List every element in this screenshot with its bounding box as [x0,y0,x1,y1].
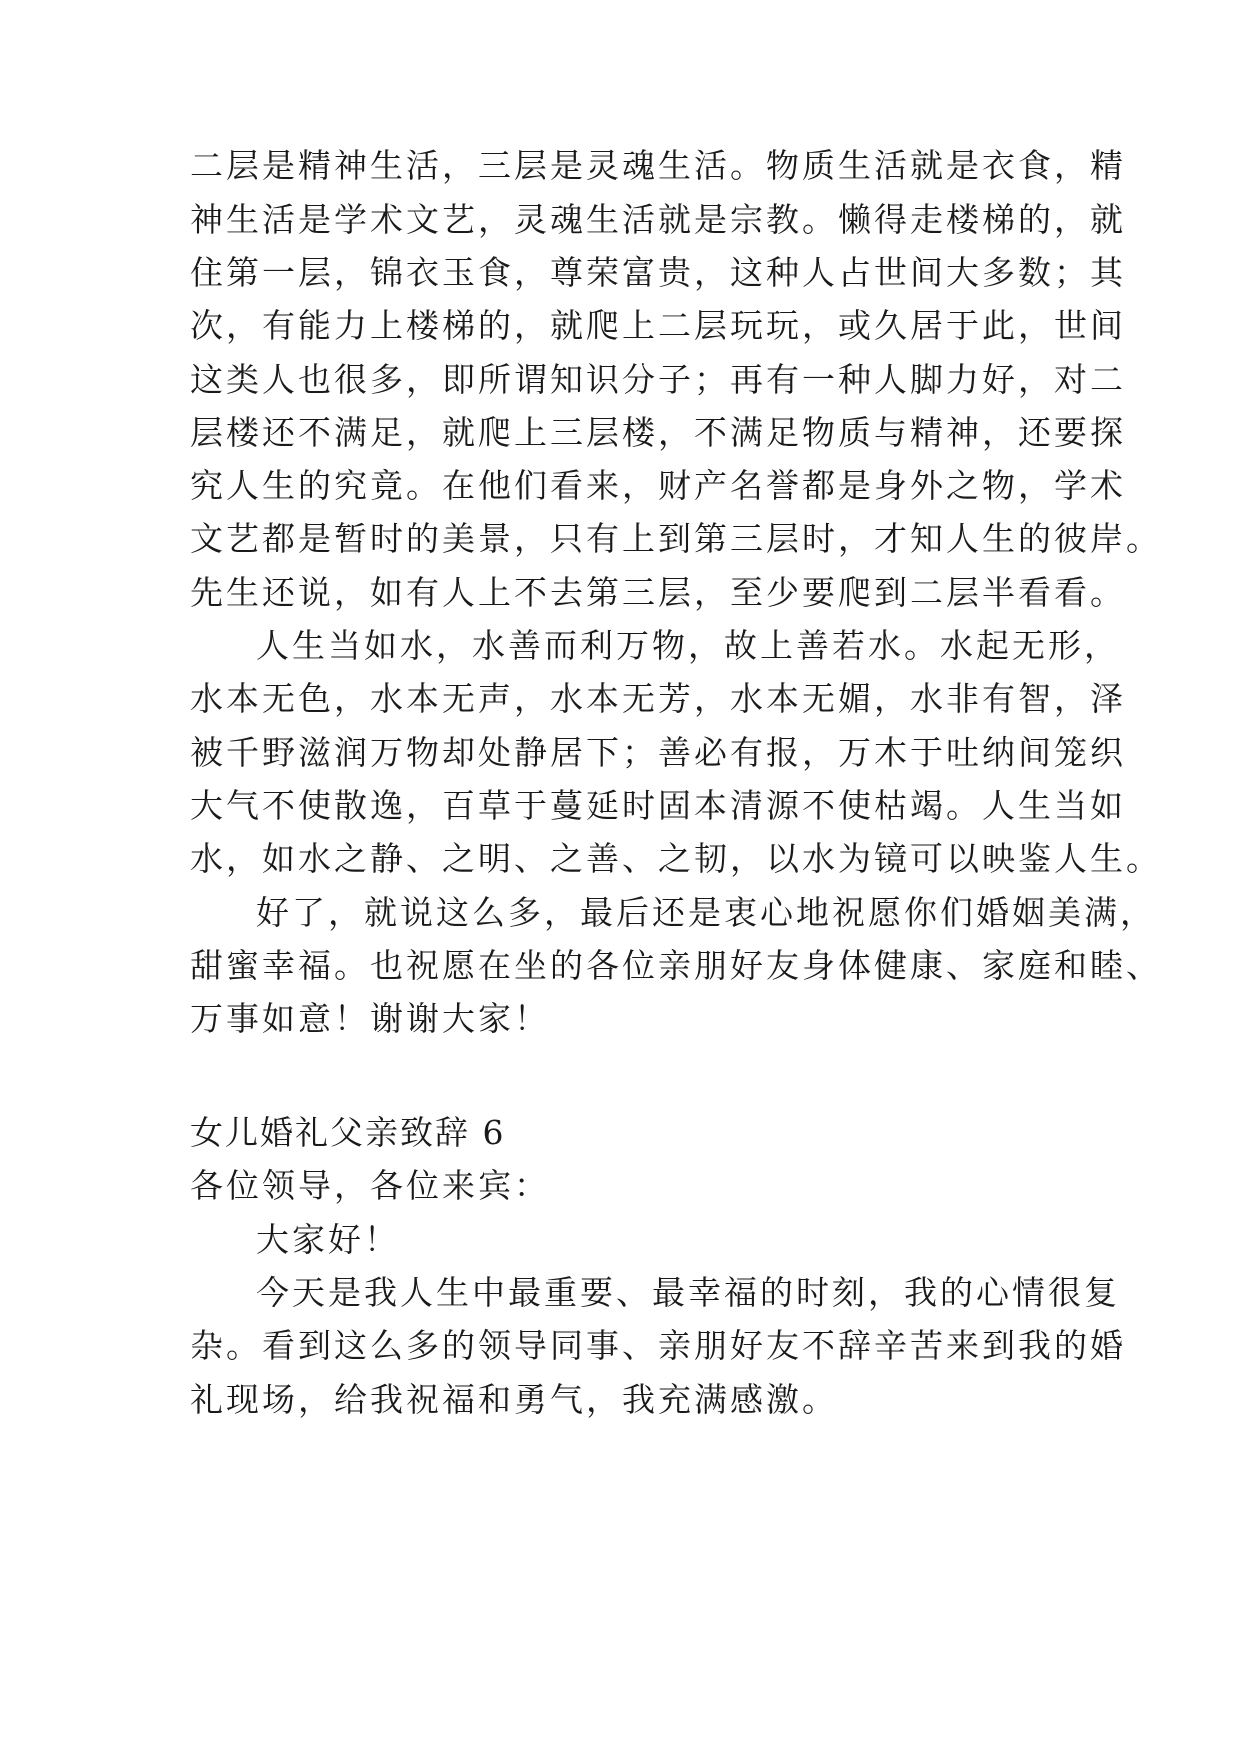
para1-line: 这类人也很多，即所谓知识分子；再有一种人脚力好，对二 [190,360,1126,399]
para3-line: 甜蜜幸福。也祝愿在坐的各位亲朋好友身体健康、家庭和睦、 [190,946,1162,985]
para1-line: 先生还说，如有人上不去第三层，至少要爬到二层半看看。 [190,573,1126,612]
para2-line: 人生当如水，水善而利万物，故上善若水。水起无形， [256,626,1120,665]
para2-line: 水，如水之静、之明、之善、之韧，以水为镜可以映鉴人生。 [190,839,1162,878]
para1-line: 神生活是学术文艺，灵魂生活就是宗教。懒得走楼梯的，就 [190,200,1126,239]
para2-line: 被千野滋润万物却处静居下；善必有报，万木于吐纳间笼织 [190,733,1126,772]
para1-line: 次，有能力上楼梯的，就爬上二层玩玩，或久居于此，世间 [190,306,1126,345]
para3-line: 好了，就说这么多，最后还是衷心地祝愿你们婚姻美满， [256,893,1156,932]
para4-line: 今天是我人生中最重要、最幸福的时刻，我的心情很复 [256,1273,1120,1312]
para3-line: 万事如意！谢谢大家！ [190,999,550,1038]
para1-line: 层楼还不满足，就爬上三层楼，不满足物质与精神，还要探 [190,413,1126,452]
para1-line: 住第一层，锦衣玉食，尊荣富贵，这种人占世间大多数；其 [190,253,1126,292]
para2-line: 水本无色，水本无声，水本无芳，水本无媚，水非有智，泽 [190,679,1126,718]
para2-line: 大气不使散逸，百草于蔓延时固本清源不使枯竭。人生当如 [190,786,1126,825]
greeting: 大家好！ [256,1220,400,1259]
para1-line: 二层是精神生活，三层是灵魂生活。物质生活就是衣食，精 [190,146,1126,185]
para4-line: 礼现场，给我祝福和勇气，我充满感激。 [190,1380,838,1419]
salutation: 各位领导，各位来宾： [190,1166,550,1205]
para1-line: 究人生的究竟。在他们看来，财产名誉都是身外之物，学术 [190,466,1126,505]
para1-line: 文艺都是暂时的美景，只有上到第三层时，才知人生的彼岸。 [190,519,1162,558]
section-title: 女儿婚礼父亲致辞 6 [190,1113,506,1152]
para4-line: 杂。看到这么多的领导同事、亲朋好友不辞辛苦来到我的婚 [190,1326,1126,1365]
